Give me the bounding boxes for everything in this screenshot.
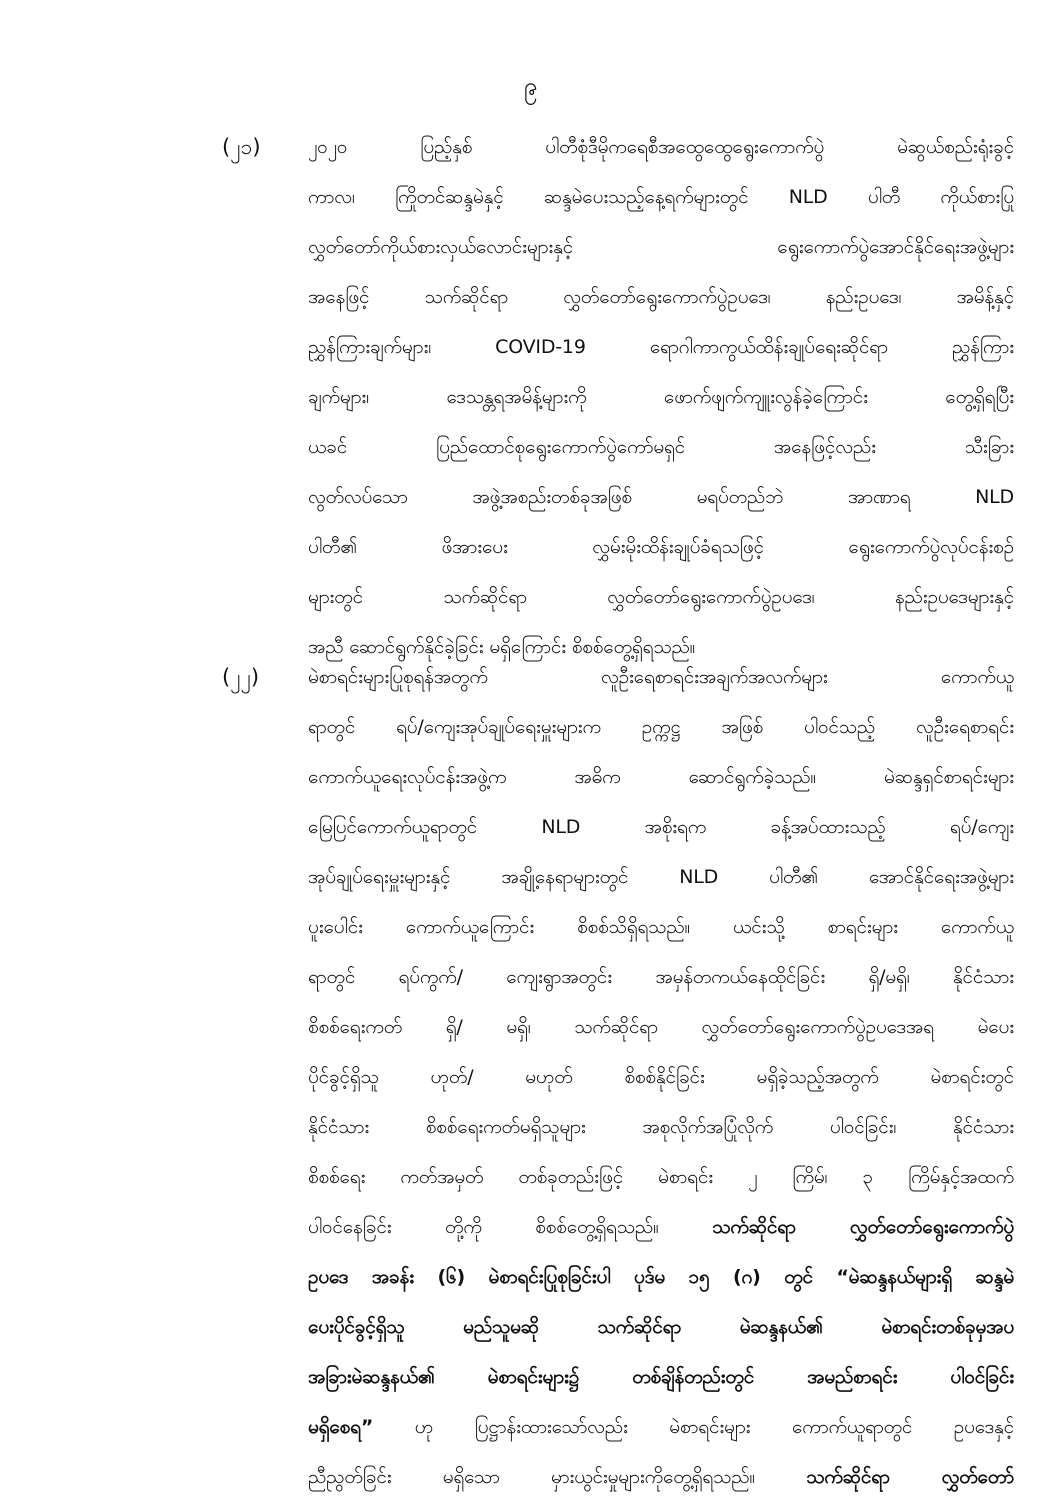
paragraph-line: ရာတွင် ရပ်/ကျေးအုပ်ချုပ်ရေးမှူးများက ဥက္ကဋ္ဌ အဖြစ် ပါဝင်သည့် လူဦးရေစာရင်း bbox=[308, 716, 1014, 738]
paragraph-line: ကောက်ယူရေးလုပ်ငန်းအဖွဲ့က အဓိက ဆောင်ရွက်ခဲ့သည်။ မဲဆန္ဒရှင်စာရင်းများ bbox=[308, 766, 1014, 788]
page-number: ၉ bbox=[523, 72, 538, 100]
paragraph-line bbox=[308, 1402, 1014, 1452]
paragraph-line: များတွင် သက်ဆိုင်ရာ လွှတ်တော်ရွေးကောက်ပွဲဥပဒေ၊ နည်းဥပဒေများနှင့် bbox=[308, 586, 1014, 608]
paragraph-line: အနေဖြင့် သက်ဆိုင်ရာ လွှတ်တော်ရွေးကောက်ပွဲဥပဒေ၊ နည်းဥပဒေ၊ အမိန့်နှင့် bbox=[308, 286, 1014, 308]
paragraph-line bbox=[308, 1202, 1014, 1252]
bold-text-segment: သက်ဆိုင်ရာ လွှတ်တော် bbox=[806, 1466, 1014, 1488]
normal-text-segment: ညီညွတ်ခြင်း မရှိသော မှားယွင်းမှုများကိုတွေ့ရှိရသည်။ bbox=[308, 1466, 807, 1488]
paragraph-line: ပိုင်ခွင့်ရှိသူ ဟုတ်/ မဟုတ် စိစစ်နိုင်ခြင်း မရှိခဲ့သည့်အတွက် မဲစာရင်းတွင် bbox=[308, 1066, 1014, 1088]
paragraph-line-bold: ဥပဒေ အခန်း (၆) မဲစာရင်းပြုစုခြင်းပါ ပုဒ်မ ၁၅ (ဂ) တွင် “မဲဆန္ဒနယ်များရှိ ဆန္ဒမဲ bbox=[308, 1266, 1014, 1288]
paragraph-line: ယခင် ပြည်ထောင်စုရွေးကောက်ပွဲကော်မရှင် အနေဖြင့်လည်း သီးခြား bbox=[308, 436, 1014, 458]
paragraph-line-bold: အခြားမဲဆန္ဒနယ်၏ မဲစာရင်းများ၌ တစ်ချိန်တည်းတွင် အမည်စာရင်း ပါဝင်ခြင်း bbox=[308, 1366, 1014, 1388]
paragraph-line: ပါတီ၏ ဖိအားပေး လွှမ်းမိုးထိန်းချုပ်ခံရသဖြင့် ရွေးကောက်ပွဲလုပ်ငန်းစဉ် bbox=[308, 536, 1014, 558]
paragraph-line: ညွှန်ကြားချက်များ၊ COVID-19 ရောဂါကာကွယ်ထိန်းချုပ်ရေးဆိုင်ရာ ညွှန်ကြား bbox=[308, 336, 1014, 358]
paragraph-line: ချက်များ၊ ဒေသန္တရအမိန့်များကို ဖောက်ဖျက်ကျူးလွန်ခဲ့ကြောင်း တွေ့ရှိရပြီး bbox=[308, 386, 1014, 408]
normal-text-segment: ပါဝင်နေခြင်း တို့ကို စိစစ်တွေ့ရှိရသည်။ bbox=[308, 1216, 713, 1238]
paragraph-line: နိုင်ငံသား စိစစ်ရေးကတ်မရှိသူများ အစုလိုက်အပြုံလိုက် ပါဝင်ခြင်း၊ နိုင်ငံသား bbox=[308, 1116, 1014, 1138]
paragraph-line: ကာလ၊ ကြိုတင်ဆန္ဒမဲနှင့် ဆန္ဒမဲပေးသည့်နေ့ရက်များတွင် NLD ပါတီ ကိုယ်စားပြု bbox=[308, 186, 1014, 208]
paragraph-line: ရာတွင် ရပ်ကွက်/ ကျေးရွာအတွင်း အမှန်တကယ်နေထိုင်ခြင်း ရှိ/မရှိ၊ နိုင်ငံသား bbox=[308, 966, 1014, 988]
paragraph-line: စိစစ်ရေးကတ် ရှိ/ မရှိ၊ သက်ဆိုင်ရာ လွှတ်တော်ရွေးကောက်ပွဲဥပဒေအရ မဲပေး bbox=[308, 1016, 1014, 1038]
paragraph-line: စိစစ်ရေး ကတ်အမှတ် တစ်ခုတည်းဖြင့် မဲစာရင်း ၂ ကြိမ်၊ ၃ ကြိမ်နှင့်အထက် bbox=[308, 1166, 1014, 1188]
paragraph-line: လွှတ်တော်ကိုယ်စားလှယ်လောင်းများနှင့် ရွေးကောက်ပွဲအောင်နိုင်ရေးအဖွဲ့များ bbox=[308, 236, 1014, 258]
bold-text-segment: သက်ဆိုင်ရာ လွှတ်တော်ရွေးကောက်ပွဲ bbox=[712, 1216, 1014, 1238]
section-label: (၂၁) bbox=[222, 135, 261, 159]
paragraph-line: အညီ ဆောင်ရွက်နိုင်ခဲ့ခြင်း မရှိကြောင်း စိစစ်တွေ့ရှိရသည်။ bbox=[308, 636, 696, 658]
paragraph-line: ပူးပေါင်း ကောက်ယူကြောင်း စိစစ်သိရှိရသည်။ ယင်းသို့ စာရင်းများ ကောက်ယူ bbox=[308, 916, 1014, 938]
paragraph-line bbox=[308, 1452, 1014, 1502]
bold-text-segment: မရှိစေရ” bbox=[308, 1416, 374, 1438]
paragraph-line: အုပ်ချုပ်ရေးမှူးများနှင့် အချို့နေရာများတွင် NLD ပါတီ၏ အောင်နိုင်ရေးအဖွဲ့များ bbox=[308, 866, 1014, 888]
section-body bbox=[308, 652, 1014, 1502]
section-body bbox=[308, 122, 1014, 672]
paragraph-line: လွတ်လပ်သော အဖွဲ့အစည်းတစ်ခုအဖြစ် မရပ်တည်ဘဲ အာဏာရ NLD bbox=[308, 486, 1014, 508]
paragraph-line-bold: ပေးပိုင်ခွင့်ရှိသူ မည်သူမဆို သက်ဆိုင်ရာ မဲဆန္ဒနယ်၏ မဲစာရင်းတစ်ခုမှအပ bbox=[308, 1316, 1014, 1338]
paragraph-line: မြေပြင်ကောက်ယူရာတွင် NLD အစိုးရက ခန့်အပ်ထားသည့် ရပ်/ကျေး bbox=[308, 816, 1014, 838]
normal-text-segment: ဟု ပြဋ္ဌာန်းထားသော်လည်း မဲစာရင်းများ ကောက်ယူရာတွင် ဥပဒေနှင့် bbox=[373, 1416, 1014, 1438]
paragraph-line: မဲစာရင်းများပြုစုရန်အတွက် လူဦးရေစာရင်းအချက်အလက်များ ကောက်ယူ bbox=[308, 666, 1014, 688]
paragraph-line: ၂၀၂၀ ပြည့်နှစ် ပါတီစုံဒီမိုကရေစီအထွေထွေရွေးကောက်ပွဲ မဲဆွယ်စည်းရုံးခွင့် bbox=[308, 136, 1014, 158]
section-label: (၂၂) bbox=[222, 665, 260, 689]
